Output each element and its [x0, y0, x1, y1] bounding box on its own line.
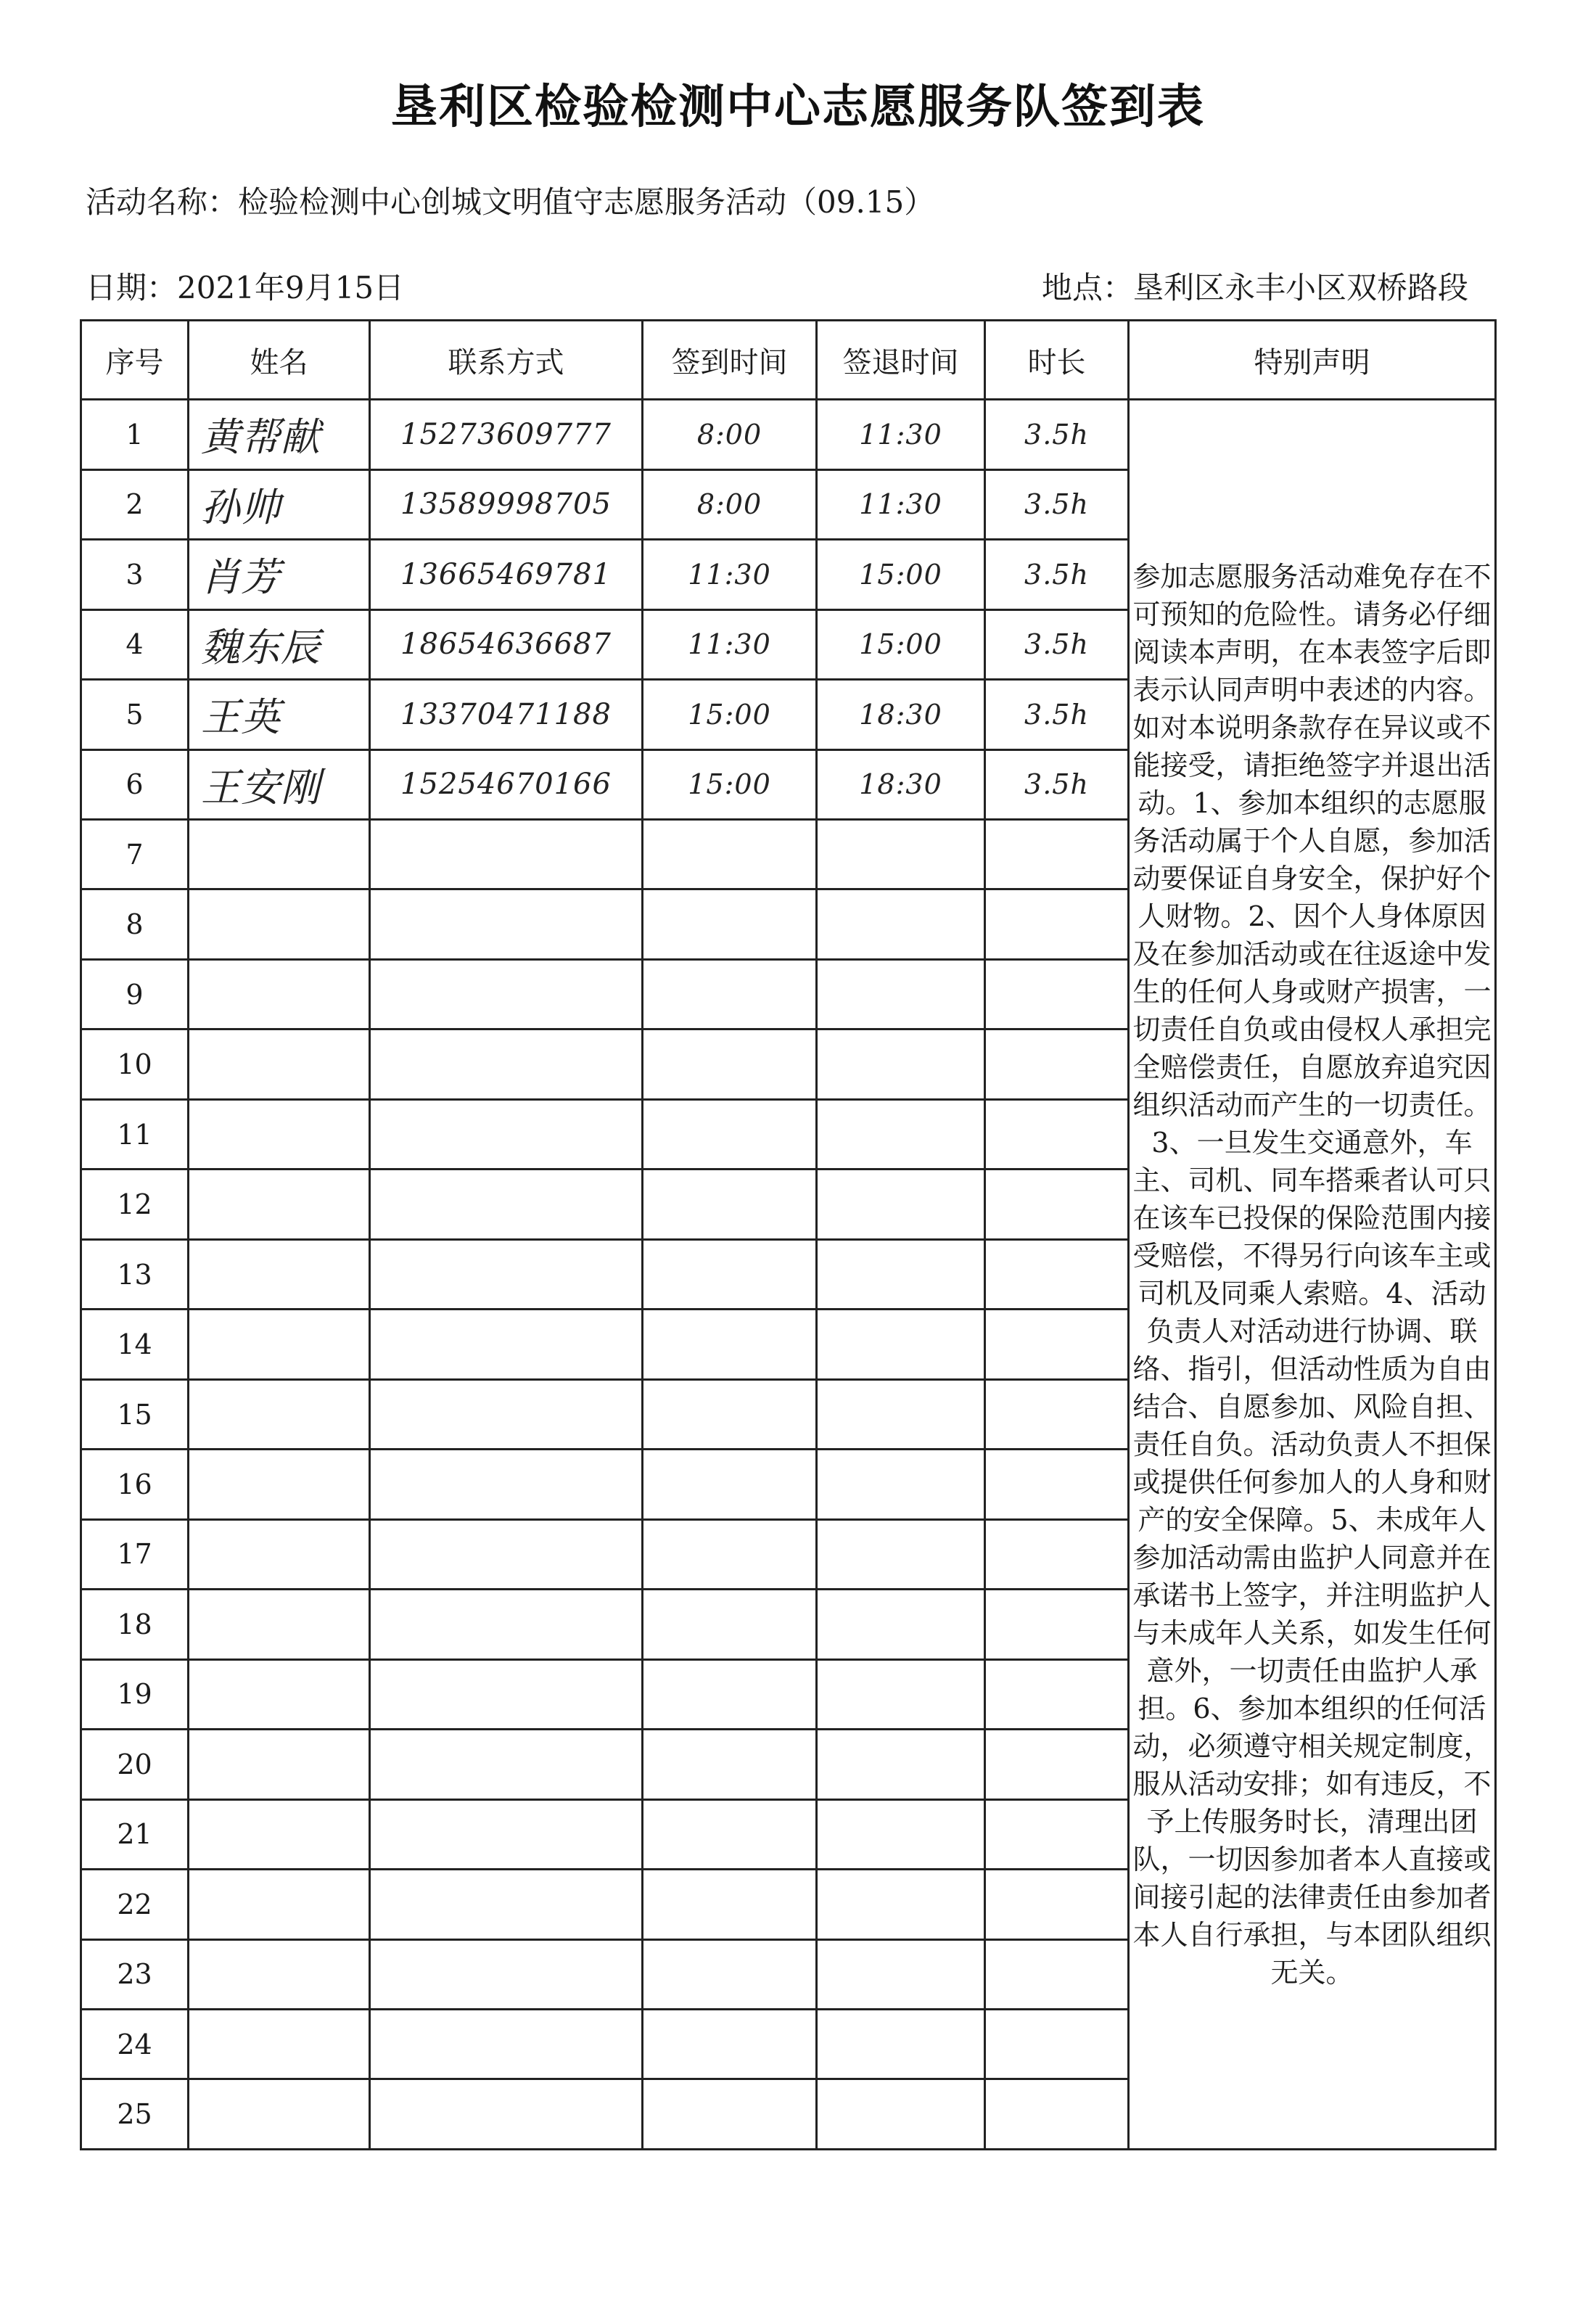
volunteer-name	[189, 1170, 370, 1239]
sign-out-time: 11:30	[817, 469, 985, 539]
duration	[985, 1099, 1129, 1169]
sign-in-time	[643, 1870, 817, 1939]
contact-phone	[370, 820, 643, 889]
sign-out-time	[817, 1730, 985, 1799]
duration: 3.5h	[985, 609, 1129, 679]
duration	[985, 1029, 1129, 1099]
volunteer-name	[189, 1939, 370, 2009]
sign-out-time: 15:00	[817, 609, 985, 679]
contact-phone	[370, 1450, 643, 1519]
volunteer-name: 王英	[189, 680, 370, 749]
row-number: 18	[81, 1590, 189, 1659]
volunteer-name	[189, 1870, 370, 1939]
sign-in-table	[80, 319, 1497, 2150]
row-number: 20	[81, 1730, 189, 1799]
duration	[985, 1310, 1129, 1379]
sign-in-time: 8:00	[643, 400, 817, 470]
sign-in-time	[643, 1519, 817, 1589]
contact-phone	[370, 1659, 643, 1729]
sign-in-time	[643, 1450, 817, 1519]
row-number: 8	[81, 889, 189, 959]
table-row	[81, 400, 1496, 470]
volunteer-name	[189, 1799, 370, 1869]
page-title: 垦利区检验检测中心志愿服务队签到表	[391, 81, 1205, 134]
duration	[985, 2079, 1129, 2150]
special-notice: 参加志愿服务活动难免存在不可预知的危险性。请务必仔细阅读本声明，在本表签字后即表示认同声明中表述的内容。如对本说明条款存在异议或不能接受，请拒绝签字并退出活动。1、参加本组织的志愿服务活动属于个人自愿，参加活动要保证自身安全，保护好个人财物。2、因个人身体原因及在参加活动或在往返途中发生的任何人身或财产损害，一切责任自负或由侵权人承担完全赔偿责任，自愿放弃追究因组织活动而产生的一切责任。3、一旦发生交通意外，车主、司机、同车搭乘者认可只在该车已投保的保险范围内接受赔偿，不得另行向该车主或司机及同乘人索赔。4、活动负责人对活动进行协调、联络、指引，但活动性质为自由结合、自愿参加、风险自担、责任自负。活动负责人不担保或提供任何参加人的人身和财产的安全保障。5、未成年人参加活动需由监护人同意并在承诺书上签字，并注明监护人与未成年人关系，如发生任何意外，一切责任由监护人承担。6、参加本组织的任何活动，必须遵守相关规定制度，服从活动安排；如有违反，不予上传服务时长，清理出团队，一切因参加者本人直接或间接引起的法律责任由参加者本人自行承担，与本团队组织无关。	[1129, 400, 1496, 2150]
contact-phone: 13370471188	[370, 680, 643, 749]
column-header-number: 序号	[81, 321, 189, 400]
volunteer-name	[189, 1519, 370, 1589]
duration: 3.5h	[985, 680, 1129, 749]
contact-phone: 18654636687	[370, 609, 643, 679]
sign-out-time	[817, 1310, 985, 1379]
row-number: 2	[81, 469, 189, 539]
contact-phone	[370, 1379, 643, 1449]
contact-phone: 15254670166	[370, 749, 643, 819]
sign-in-time	[643, 1099, 817, 1169]
duration	[985, 1379, 1129, 1449]
contact-phone: 15273609777	[370, 400, 643, 470]
event-location: 地点：垦利区永丰小区双桥路段	[1041, 270, 1468, 305]
column-header-sign-out: 签退时间	[817, 321, 985, 400]
volunteer-name	[189, 1730, 370, 1799]
volunteer-name	[189, 889, 370, 959]
sign-in-time	[643, 1310, 817, 1379]
row-number: 11	[81, 1099, 189, 1169]
row-number: 15	[81, 1379, 189, 1449]
contact-phone	[370, 1239, 643, 1309]
column-header-name: 姓名	[189, 321, 370, 400]
sign-out-time	[817, 1239, 985, 1309]
duration	[985, 1450, 1129, 1519]
sign-out-time	[817, 959, 985, 1029]
sign-in-time	[643, 1939, 817, 2009]
volunteer-name	[189, 820, 370, 889]
sign-in-time	[643, 889, 817, 959]
contact-phone	[370, 1590, 643, 1659]
volunteer-name	[189, 1450, 370, 1519]
row-number: 4	[81, 609, 189, 679]
sign-in-time	[643, 1170, 817, 1239]
row-number: 23	[81, 1939, 189, 2009]
sign-out-time	[817, 2009, 985, 2079]
contact-phone	[370, 889, 643, 959]
column-header-duration: 时长	[985, 321, 1129, 400]
sign-in-time: 15:00	[643, 749, 817, 819]
sign-out-time	[817, 1519, 985, 1589]
volunteer-name	[189, 1239, 370, 1309]
event-date: 日期：2021年9月15日	[86, 270, 405, 305]
sign-in-time	[643, 2009, 817, 2079]
volunteer-name	[189, 1659, 370, 1729]
sign-out-time	[817, 1029, 985, 1099]
contact-phone	[370, 2079, 643, 2150]
volunteer-name	[189, 2009, 370, 2079]
contact-phone: 13665469781	[370, 540, 643, 609]
duration	[985, 959, 1129, 1029]
row-number: 12	[81, 1170, 189, 1239]
sign-out-time: 11:30	[817, 400, 985, 470]
row-number: 3	[81, 540, 189, 609]
column-header-contact: 联系方式	[370, 321, 643, 400]
row-number: 25	[81, 2079, 189, 2150]
sign-out-time	[817, 1590, 985, 1659]
row-number: 21	[81, 1799, 189, 1869]
volunteer-name: 黄帮献	[189, 400, 370, 470]
activity-name: 活动名称：检验检测中心创城文明值守志愿服务活动（09.15）	[86, 184, 935, 220]
row-number: 7	[81, 820, 189, 889]
row-number: 6	[81, 749, 189, 819]
sign-out-time	[817, 820, 985, 889]
contact-phone	[370, 1029, 643, 1099]
sign-out-time	[817, 2079, 985, 2150]
volunteer-name: 王安刚	[189, 749, 370, 819]
row-number: 9	[81, 959, 189, 1029]
sign-out-time	[817, 1379, 985, 1449]
contact-phone	[370, 1870, 643, 1939]
contact-phone	[370, 2009, 643, 2079]
row-number: 19	[81, 1659, 189, 1729]
contact-phone	[370, 1519, 643, 1589]
sign-out-time	[817, 1939, 985, 2009]
duration: 3.5h	[985, 400, 1129, 470]
duration	[985, 1590, 1129, 1659]
sign-in-time	[643, 1239, 817, 1309]
sign-out-time	[817, 1450, 985, 1519]
sign-out-time: 18:30	[817, 749, 985, 819]
contact-phone	[370, 1799, 643, 1869]
volunteer-name: 魏东辰	[189, 609, 370, 679]
duration	[985, 1519, 1129, 1589]
sign-in-time: 11:30	[643, 540, 817, 609]
duration	[985, 1239, 1129, 1309]
contact-phone	[370, 959, 643, 1029]
contact-phone	[370, 1170, 643, 1239]
sign-in-time	[643, 1590, 817, 1659]
row-number: 5	[81, 680, 189, 749]
duration	[985, 1659, 1129, 1729]
volunteer-name: 肖芳	[189, 540, 370, 609]
row-number: 1	[81, 400, 189, 470]
contact-phone	[370, 1939, 643, 2009]
duration	[985, 1939, 1129, 2009]
sign-in-time	[643, 1799, 817, 1869]
duration	[985, 1870, 1129, 1939]
duration	[985, 1170, 1129, 1239]
duration	[985, 889, 1129, 959]
row-number: 22	[81, 1870, 189, 1939]
row-number: 13	[81, 1239, 189, 1309]
volunteer-name	[189, 1590, 370, 1659]
sign-out-time	[817, 1799, 985, 1869]
sign-in-time	[643, 820, 817, 889]
sign-out-time	[817, 1659, 985, 1729]
sign-in-time	[643, 1659, 817, 1729]
sign-in-time	[643, 1730, 817, 1799]
duration: 3.5h	[985, 540, 1129, 609]
duration	[985, 1730, 1129, 1799]
sign-in-time: 8:00	[643, 469, 817, 539]
sign-out-time	[817, 1099, 985, 1169]
row-number: 16	[81, 1450, 189, 1519]
volunteer-name	[189, 1310, 370, 1379]
sign-in-time: 15:00	[643, 680, 817, 749]
volunteer-name	[189, 2079, 370, 2150]
contact-phone: 13589998705	[370, 469, 643, 539]
sign-in-time	[643, 959, 817, 1029]
row-number: 17	[81, 1519, 189, 1589]
volunteer-name	[189, 959, 370, 1029]
column-header-sign-in: 签到时间	[643, 321, 817, 400]
sign-in-time	[643, 2079, 817, 2150]
row-number: 14	[81, 1310, 189, 1379]
volunteer-name: 孙帅	[189, 469, 370, 539]
sign-in-time	[643, 1029, 817, 1099]
sign-in-time	[643, 1379, 817, 1449]
sign-out-time	[817, 889, 985, 959]
volunteer-name	[189, 1099, 370, 1169]
duration	[985, 1799, 1129, 1869]
column-header-notice: 特别声明	[1129, 321, 1496, 400]
duration: 3.5h	[985, 749, 1129, 819]
sign-out-time	[817, 1870, 985, 1939]
sign-out-time	[817, 1170, 985, 1239]
contact-phone	[370, 1099, 643, 1169]
duration: 3.5h	[985, 469, 1129, 539]
sign-out-time: 18:30	[817, 680, 985, 749]
sign-out-time: 15:00	[817, 540, 985, 609]
row-number: 10	[81, 1029, 189, 1099]
row-number: 24	[81, 2009, 189, 2079]
contact-phone	[370, 1310, 643, 1379]
volunteer-name	[189, 1029, 370, 1099]
header-row	[81, 321, 1496, 400]
volunteer-name	[189, 1379, 370, 1449]
duration	[985, 2009, 1129, 2079]
sign-in-time: 11:30	[643, 609, 817, 679]
duration	[985, 820, 1129, 889]
contact-phone	[370, 1730, 643, 1799]
